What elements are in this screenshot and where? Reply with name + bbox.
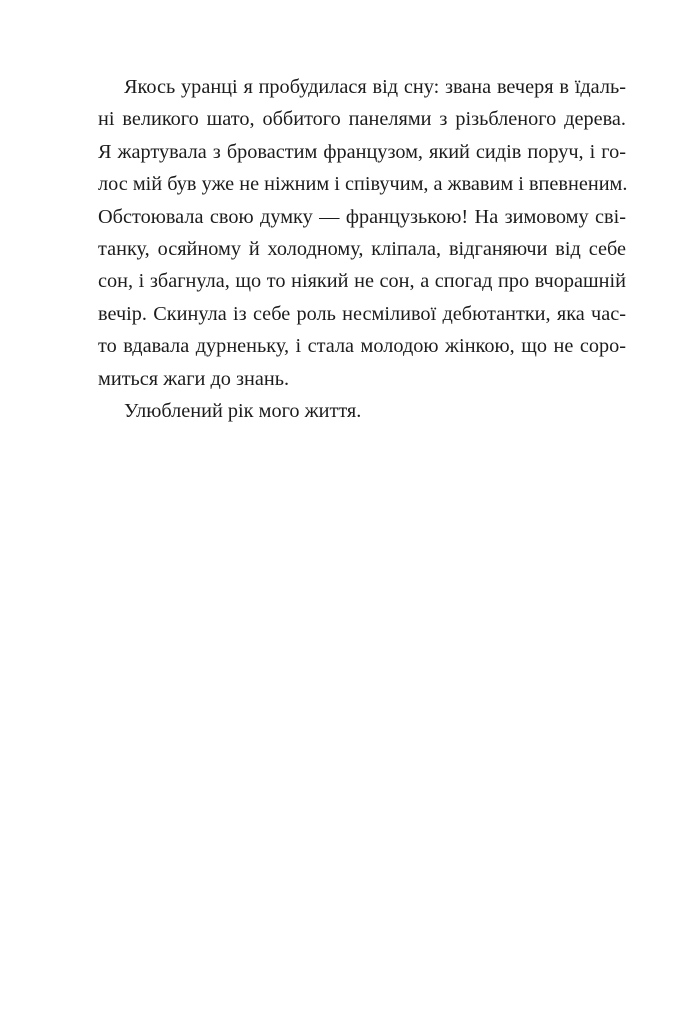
text-line: Обстоювала свою думку — французькою! На зимовому сві- [98,205,626,228]
text-line: миться жаги до знань. [98,367,290,390]
text-line: то вдавала дурненьку, і стала молодою жінкою, що не соро- [98,335,626,358]
text-line: вечір. Скинула із себе роль несміливої дебютантки, яка час- [98,302,626,325]
text-line: ні великого шато, оббитого панелями з різьбленого дерева. [98,108,626,131]
text-line: лос мій був уже не ніжним і співучим, а жвавим і впевненим. [98,173,628,196]
paragraph-2 [98,395,626,427]
text-line: сон, і збагнула, що то ніякий не сон, а спогад про вчорашній [98,270,626,293]
paragraph-1 [98,71,626,395]
text-line: Улюблений рік мого життя. [124,399,362,422]
body-text [98,71,626,427]
text-line: Я жартувала з бровастим французом, який сидів поруч, і го- [98,140,626,163]
text-line: Якось уранці я пробудилася від сну: звана вечеря в їдаль- [124,76,626,98]
text-line: танку, осяйному й холодному, кліпала, відганяючи від себе [98,237,626,260]
